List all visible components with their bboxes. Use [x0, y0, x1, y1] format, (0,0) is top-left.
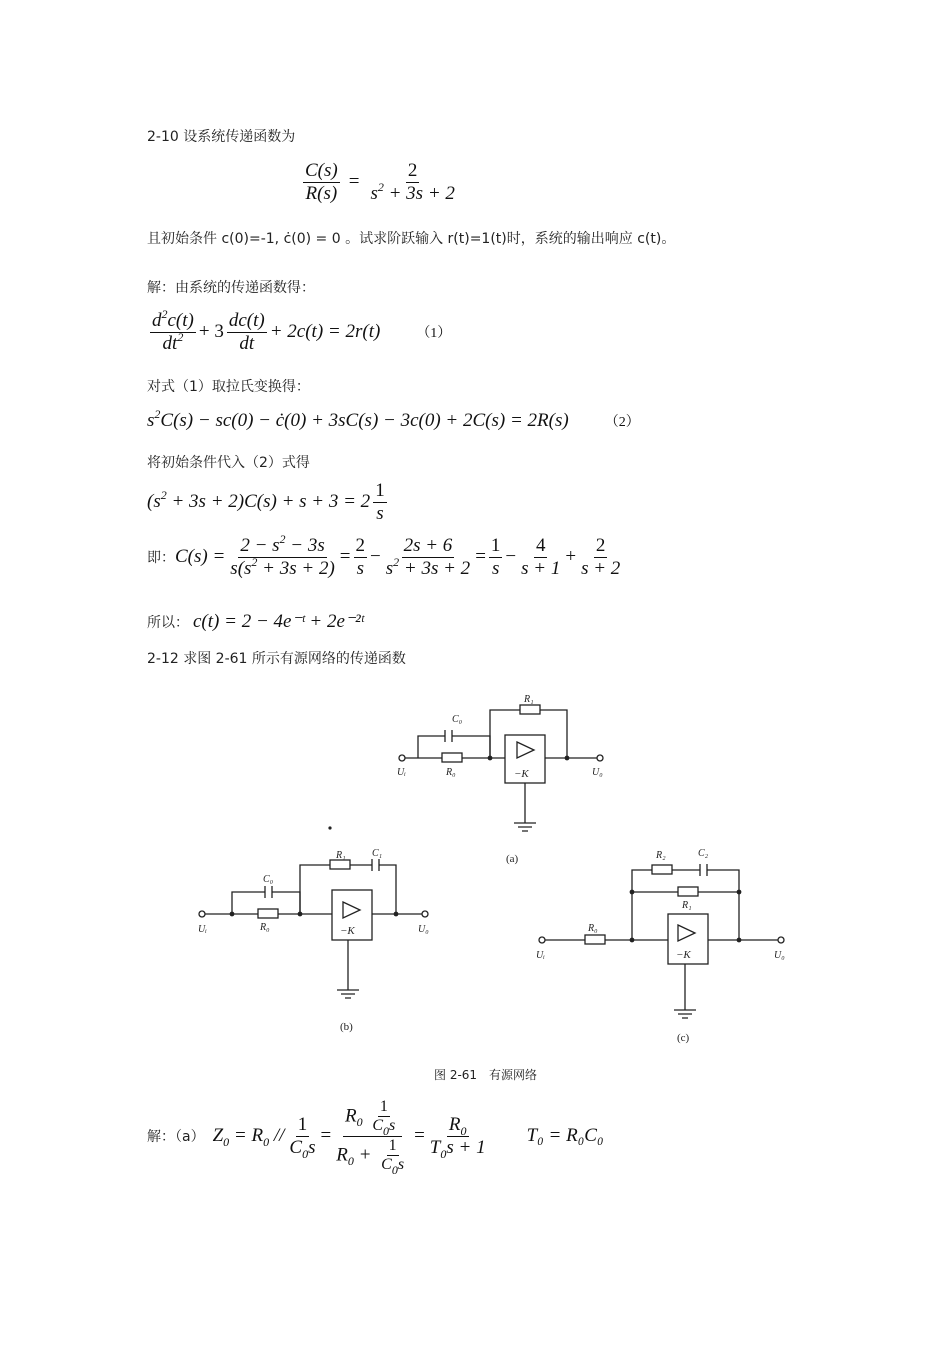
result-line: [147, 610, 364, 633]
eq1-label: （1）: [416, 326, 452, 342]
substituted-equation: $(s^2 + 3s + 2)C(s) + s + 3 = 2$ $\frac{1}{s}$: [147, 480, 385, 524]
label-c-r2: R₂: [656, 850, 666, 861]
label-c-ui: Uᵢ: [536, 950, 545, 961]
circuit-c: [539, 864, 784, 1018]
problem-2-10-title: 2-10 设系统传递函数为: [147, 129, 296, 145]
label-a-uo: U₀: [592, 767, 603, 778]
label-b-r1: R₁: [336, 850, 346, 861]
differential-equation: $\frac{d^2c(t)}{dt^2}$ + 3 $\frac{dc(t)}{dt}$ + 2c(t) = 2r(t) （1）: [152, 307, 452, 354]
label-b-uo: U₀: [418, 924, 429, 935]
substitute-intro: 将初始条件代入（2）式得: [147, 455, 310, 471]
caption-a: (a): [506, 853, 519, 865]
label-b-ui: Uᵢ: [198, 924, 207, 935]
label-c-c2: C₂: [698, 848, 709, 859]
problem-2-12-title: 2-12 求图 2-61 所示有源网络的传递函数: [147, 651, 406, 667]
result-label: 所以：: [147, 614, 189, 631]
label-c-r0: R₀: [588, 923, 598, 934]
laplace-intro: 对式（1）取拉氏变换得：: [147, 379, 310, 395]
label-a-ui: Uᵢ: [397, 767, 406, 778]
label-a-c0: C₀: [452, 714, 463, 725]
caption-c: (c): [677, 1032, 690, 1044]
label-c-r1: R₁: [682, 900, 692, 911]
label-c-gain: −K: [676, 949, 691, 961]
partial-fraction-line: 即： C(s) = $\frac{2 - s^2 - 3s}{s(s^2 + 3s + 2)}$ = $\frac{2}{s}$ − $\frac{2s + 6}{s^2 + 3s + 2}$ = $\frac{1}{s}$ − $\frac{4}{s + 1}$ + $\frac{2}{s + 2}$: [147, 532, 621, 579]
figure-caption: 图 2-61 有源网络: [434, 1068, 538, 1082]
ie-label: 即：: [147, 550, 175, 567]
initial-conditions: 且初始条件 c(0)=-1, ċ(0) = 0 。试求阶跃输入 r(t)=1(t)时，系统的输出响应 c(t)。: [147, 231, 676, 247]
label-b-c1: C₁: [372, 848, 383, 859]
circuit-a: [399, 705, 603, 831]
label-a-r1: R₁: [524, 694, 534, 705]
caption-b: (b): [340, 1021, 353, 1033]
circuit-b: [199, 859, 428, 998]
transfer-function: $\frac{C(s)}{R(s)}$ = $\frac{2}{s^2 + 3s + 2}$: [305, 160, 455, 204]
solution-a-prefix: 解：（a）: [147, 1129, 205, 1146]
label-b-c0: C₀: [263, 874, 274, 885]
label-a-gain: −K: [514, 768, 529, 780]
label-c-uo: U₀: [774, 950, 785, 961]
figure-2-61: [0, 680, 952, 1080]
laplace-equation: $s^2C(s) - sc(0)$ − ċ(0) + 3sC(s) − 3c(0) + 2C(s) = 2R(s) （2）: [147, 407, 640, 431]
solution-intro: 解：由系统的传递函数得：: [147, 280, 315, 296]
result-formula: c(t) = 2 − 4e⁻ᵗ + 2e⁻²ᵗ: [193, 611, 364, 632]
label-b-gain: −K: [340, 925, 355, 937]
label-b-r0: R₀: [260, 922, 270, 933]
label-a-r0: R₀: [446, 767, 456, 778]
t0-definition: T₀ = R₀C₀: [526, 1125, 604, 1147]
solution-a-line: 解：（a） $Z_0 = R_0$ // $\frac{1}{C_0s}$ = $R_0$ $\frac{1}{C_0s}$ $R_0$ + $\frac{1}{C_0s}$ = $\frac{R_0}{T_0s + 1}$ T₀ = R₀C₀: [147, 1098, 604, 1178]
eq2-label: （2）: [604, 415, 640, 430]
